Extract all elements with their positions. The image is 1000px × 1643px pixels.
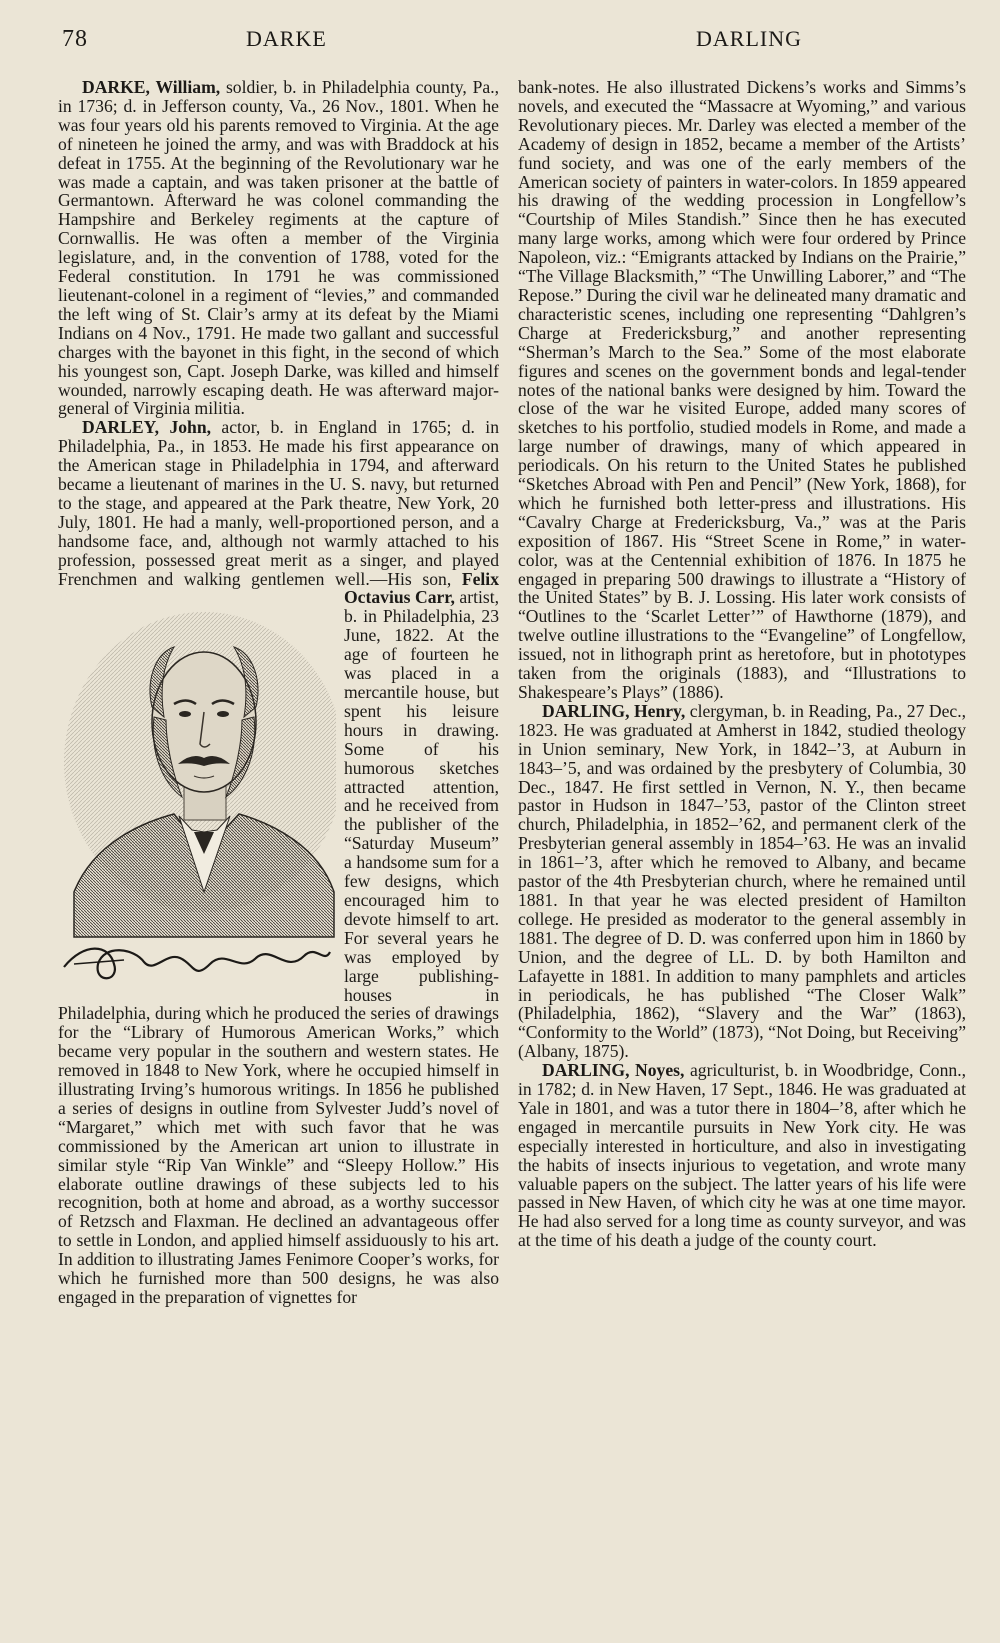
entry-darling-noyes [518, 1061, 966, 1250]
entry-darley-continued [518, 78, 966, 702]
right-guide-word: DARLING [696, 26, 802, 51]
son-name: Felix Octavius Carr, [344, 568, 499, 608]
portrait-illustration [54, 592, 336, 986]
entry-text: actor, b. in England in 1765; d. in Philadelphia, Pa., in 1853. He made his first appearance on the American stage in Philadelphia in 1794, and afterward became a lieutenant of marines in the U. S. navy, but returned to the stage, and appeared at the Park theatre, New York, 20 July, 1801. He had a manly, well-proportioned person, and a handsome face, and, although not warmly attached to his profession, possessed great merit as a singer, and played Frenchmen and walking gentlemen well.—His son, [58, 417, 499, 589]
entry-text: bank-notes. He also illustrated Dickens’s works and Simms’s novels, and executed the “Massacre at Wyoming,” and various Revolutionary pieces. Mr. Darley was elected a member of the Academy of design in 1852, became a member of the Artists’ fund society, and was one of the early members of the American society of painters in water-colors. In 1859 appeared his drawing of the wedding procession in Longfellow’s “Courtship of Miles Standish.” Since then he has executed many large works, among which were four ordered by Prince Napoleon, viz.: “Emigrants attacked by Indians on the Prairie,” “The Village Blacksmith,” “The Unwilling Laborer,” and “The Repose.” During the civil war he delineated many dramatic and characteristic scenes, including one representing “Dahlgren’s Charge at Fredericksburg,” and another representing “Sherman’s March to the Sea.” Some of the most elaborate figures and scenes on the government bonds and legal-tender notes of the national banks were designed by him. Toward the close of the war he visited Europe, added many scores of sketches to his portfolio, studied models in Rome, and made a large number of drawings, many of which appeared in periodicals. On his return to the United States he published “Sketches Abroad with Pen and Pencil” (New York, 1868), for which he furnished both letter-press and illustrations. His “Cavalry Charge at Fredericksburg, Va.,” was at the Paris exposition of 1867. His “Street Scene in Rome,” in water-color, was at the Centennial exhibition of 1876. In 1875 he engaged in preparing 500 drawings to illustrate a “History of the United States” by B. J. Lossing. His later work consists of “Outlines to the ‘Scarlet Letter’” of Hawthorne (1879), and twelve outline illustrations to the “Evangeline” of Longfellow, issued, not in lithograph print as heretofore, but in phototypes taken from the originals (1883), and “Illustrations to Shakespeare’s Plays” (1886). [518, 77, 966, 702]
entry-name: DARLING, Henry, [542, 700, 686, 721]
entry-text: agriculturist, b. in Woodbridge, Conn., in 1782; d. in New Haven, 17 Sept., 1846. He was graduated at Yale in 1801, and was a tutor there in 1804–’8, after which he engaged in mercantile pursuits in New York city. He was especially interested in horticulture, and also in investigating the habits of insects injurious to vegetation, and wrote many valuable papers on the subject. The latter years of his life were passed in New Haven, of which city he was at one time mayor. He had also served for a long time as county surveyor, and was at the time of his death a judge of the county court. [518, 1060, 966, 1251]
entry-text: artist, b. in Philadelphia, 23 June, 1822. At the age of fourteen he was placed in a mercantile house, but spent his leisure hours in drawing. Some of his humorous sketches attracted attention, and he received from the publisher of the “Saturday Museum” a handsome sum for a few designs, which encouraged him to devote himself to art. For several years he was employed by large publishing-houses in Philadelphia, during which he produced the series of drawings for the “Library of Humorous American Works,” which became very popular in the southern and western states. He removed in 1848 to New York, where he occupied himself in illustrating Irving’s humorous writings. In 1856 he published a series of designs in outline from Sylvester Judd’s novel of “Margaret,” which met with such favor that he was commissioned by the American art union to illustrate in similar style “Rip Van Winkle” and “Sleepy Hollow.” His elaborate outline drawings of these subjects led to his recognition, both at home and abroad, as a worthy successor of Retzsch and Flaxman. He declined an advantageous offer to settle in London, and applied himself assiduously to his art. In addition to illustrating James Fenimore Cooper’s works, for which he furnished more than 500 designs, he was also engaged in the preparation of vignettes for [58, 587, 499, 1307]
entry-name: DARLING, Noyes, [542, 1060, 685, 1081]
entry-darke [58, 78, 499, 418]
entry-name: DARKE, William, [82, 77, 221, 97]
entry-name: DARLEY, John, [82, 417, 212, 438]
page-number: 78 [62, 26, 88, 52]
entry-text: soldier, b. in Philadelphia county, Pa., in 1736; d. in Jefferson county, Va., 26 Nov., 1801. When he was four years old his parents removed to Virginia. At the age of nineteen he joined the army, and was with Braddock at his defeat in 1755. At the beginning of the Revolutionary war he was made a captain, and was taken prisoner at the battle of Germantown. Afterward he was colonel commanding the Hampshire and Berkeley regiments at the capture of Cornwallis. He was often a member of the Virginia legislature, and, in the convention of 1788, voted for the Federal constitution. In 1791 he was commissioned lieutenant-colonel in a regiment of “levies,” and commanded the left wing of St. Clair’s army at its defeat by the Miami Indians on 4 Nov., 1791. He made two gallant and successful charges with the bayonet in this fight, in the second of which his youngest son, Capt. Joseph Darke, was killed and himself wounded, narrowly escaping death. He was afterward major-general of Virginia militia. [58, 77, 499, 419]
entry-darling-henry [518, 702, 966, 1061]
left-column [58, 78, 499, 1307]
entry-darley [58, 418, 499, 1307]
right-column [518, 78, 966, 1250]
left-guide-word: DARKE [246, 26, 327, 51]
entry-text: clergyman, b. in Reading, Pa., 27 Dec., 1823. He was graduated at Amherst in 1842, studied theology in Union seminary, New York, in 1842–’3, at Auburn in 1843–’5, and was ordained by the presbytery of Columbia, 30 Dec., 1847. He first settled in Vernon, N. Y., then became pastor in Hudson in 1847–’53, pastor of the Clinton street church, Philadelphia, in 1852–’62, and permanent clerk of the Presbyterian general assembly in 1854–’63. He was an invalid in 1861–’3, after which he removed to Albany, and became pastor of the 4th Presbyterian church, where he remained until 1881. In that year he was elected president of Hamilton college. He presided as moderator to the general assembly in 1881. The degree of D. D. was conferred upon him in 1860 by Union, and the degree of LL. D. by both Hamilton and Lafayette in 1881. In addition to many pamphlets and articles in periodicals, he has published “The Closer Walk” (Philadelphia, 1862), “Slavery and the War” (1863), “Conformity to the World” (1873), “Not Doing, but Receiving” (Albany, 1875). [518, 700, 966, 1062]
